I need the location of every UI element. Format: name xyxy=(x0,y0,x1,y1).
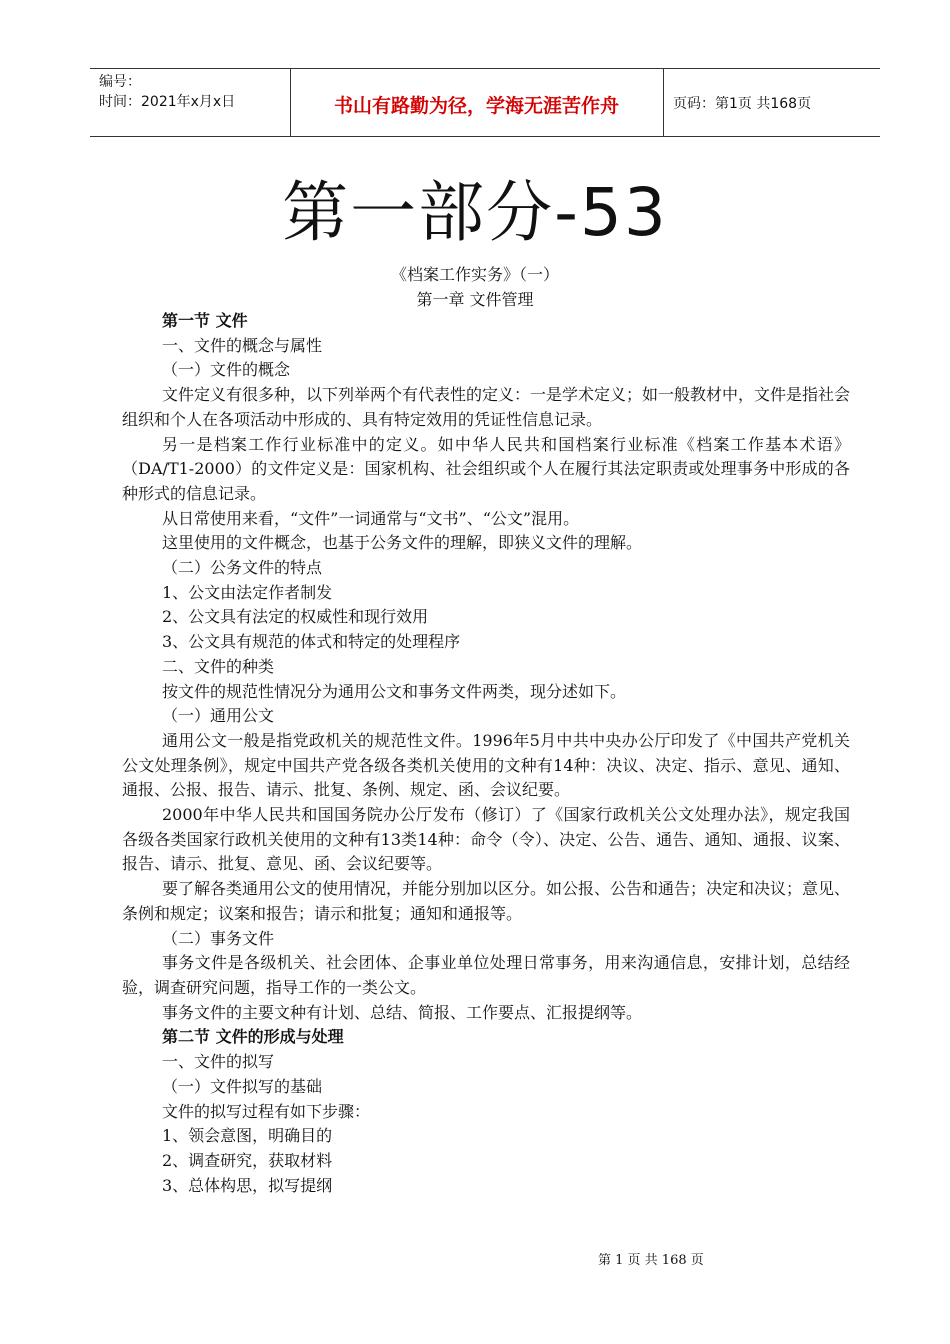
paragraph: （二）公务文件的特点 xyxy=(162,558,323,578)
paragraph: 这里使用的文件概念，也基于公务文件的理解，即狭义文件的理解。 xyxy=(162,533,643,553)
paragraph: 按文件的规范性情况分为通用公文和事务文件两类，现分述如下。 xyxy=(162,681,627,701)
paragraph: 从日常使用来看，“文件”一词通常与“文书”、“公文”混用。 xyxy=(162,508,580,528)
paragraph: 3、公文具有规范的体式和特定的处理程序 xyxy=(162,632,461,652)
page-header xyxy=(90,68,880,137)
paragraph: （一）文件的概念 xyxy=(162,360,291,380)
paragraph: （二）事务文件 xyxy=(162,928,275,948)
paragraph: 1、领会意图，明确目的 xyxy=(162,1126,333,1146)
paragraph: 文件定义有很多种，以下列举两个有代表性的定义：一是学术定义；如一般教材中，文件是指社会组织和个人在各项活动中形成的、具有特定效用的凭证性信息记录。 xyxy=(122,385,851,429)
paragraph: 通用公文一般是指党政机关的规范性文件。1996年5月中共中央办公厅印发了《中国共产党机关公文处理条例》，规定中国共产党各级各类机关使用的文种有14种：决议、决定、指示、意见、通知、通报、公报、报告、请示、批复、条例、规定、函、会议纪要。 xyxy=(122,730,850,800)
paragraph: 事务文件的主要文种有计划、总结、简报、工作要点、汇报提纲等。 xyxy=(162,1002,643,1022)
section-heading: 第二节 文件的形成与处理 xyxy=(162,1027,344,1047)
document-body xyxy=(122,309,850,1198)
paragraph: 一、文件的概念与属性 xyxy=(162,335,323,355)
page-footer: 第 1 页 共 168 页 xyxy=(598,1253,704,1268)
paragraph: （一）文件拟写的基础 xyxy=(162,1076,323,1096)
header-meta-cell xyxy=(90,69,291,136)
document-subtitle: 《档案工作实务》（一） xyxy=(390,265,559,284)
paragraph: （一）通用公文 xyxy=(162,706,275,726)
header-motto-cell xyxy=(290,69,664,136)
paragraph: 2、公文具有法定的权威性和现行效用 xyxy=(162,607,429,627)
header-page-cell xyxy=(663,69,880,136)
paragraph: 一、文件的拟写 xyxy=(162,1052,275,1072)
document-title: 第一部分-53 xyxy=(282,174,668,251)
paragraph: 二、文件的种类 xyxy=(162,656,275,676)
motto-text: 书山有路勤为径，学海无涯苦作舟 xyxy=(333,95,619,117)
section-heading: 第一节 文件 xyxy=(162,311,248,330)
page-info: 页码：第1页 共168页 xyxy=(673,96,812,112)
paragraph: 3、总体构思，拟写提纲 xyxy=(162,1175,333,1195)
time-label: 时间：2021年x月x日 xyxy=(99,94,236,110)
paragraph: 2000年中华人民共和国国务院办公厅发布（修订）了《国家行政机关公文处理办法》，规定我国各级各类国家行政机关使用的文种有13类14种：命令（令）、决定、公告、通告、通知、通报、议案、报告、请示、批复、意见、函、会议纪要等。 xyxy=(122,805,850,874)
paragraph: 文件的拟写过程有如下步骤： xyxy=(162,1101,371,1121)
paragraph: 事务文件是各级机关、社会团体、企事业单位处理日常事务，用来沟通信息，安排计划，总结经验，调查研究问题，指导工作的一类公文。 xyxy=(122,953,850,997)
paragraph: 1、公文由法定作者制发 xyxy=(162,582,333,602)
paragraph: 另一是档案工作行业标准中的定义。如中华人民共和国档案行业标准《档案工作基本术语》（DA/T1-2000）的文件定义是：国家机构、社会组织或个人在履行其法定职责或处理事务中形成的各种形式的信息记录。 xyxy=(122,434,850,503)
chapter-heading: 第一章 文件管理 xyxy=(416,290,534,309)
paragraph: 要了解各类通用公文的使用情况，并能分别加以区分。如公报、公告和通告；决定和决议；意见、条例和规定；议案和报告；请示和批复；通知和通报等。 xyxy=(122,879,851,923)
paragraph: 2、调查研究，获取材料 xyxy=(162,1150,333,1170)
number-label: 编号： xyxy=(99,74,141,90)
